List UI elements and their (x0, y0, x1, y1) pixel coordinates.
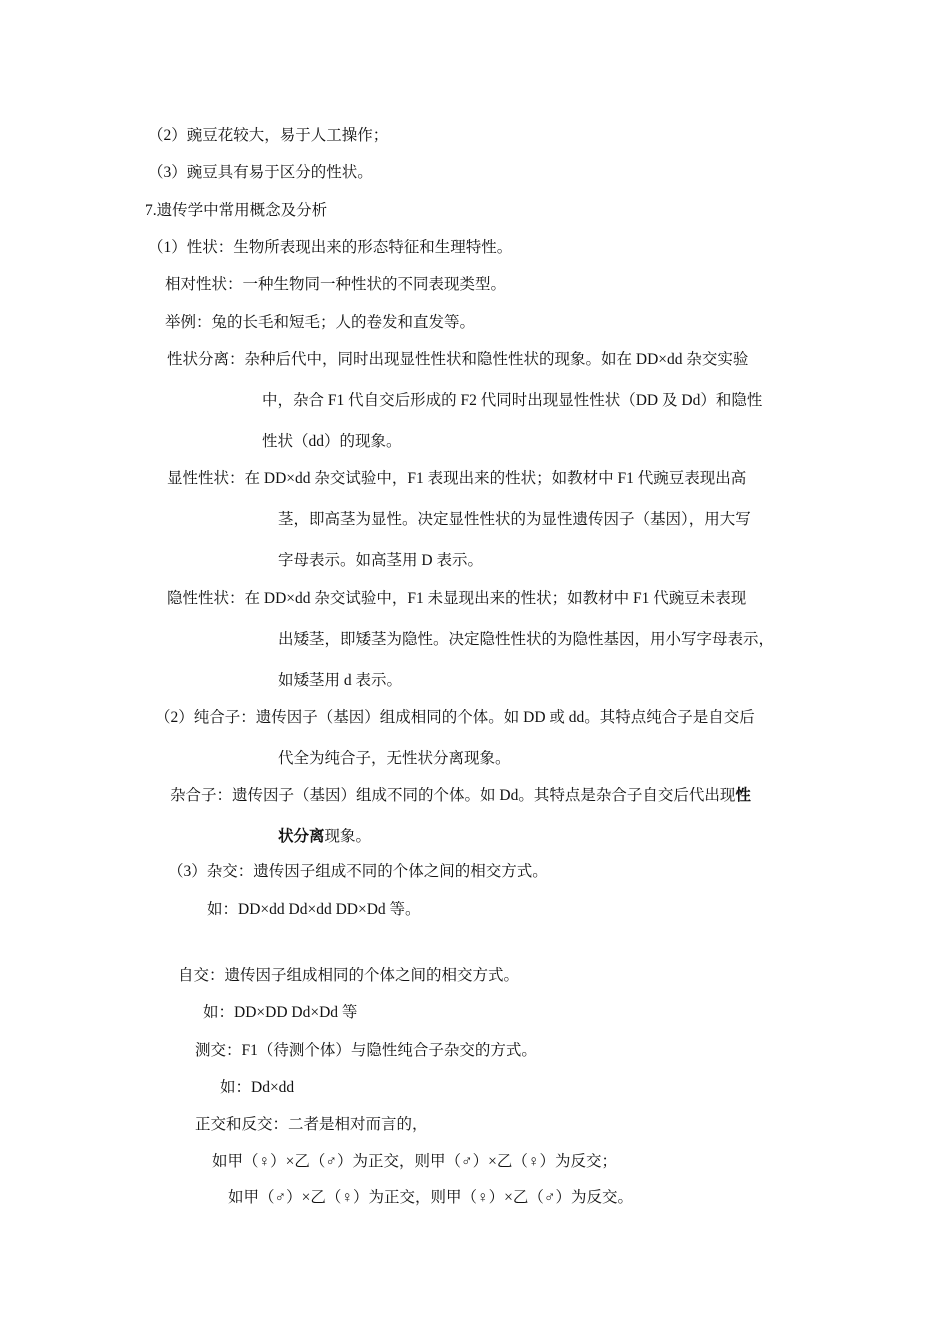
text-line: 性状（dd）的现象。 (262, 433, 402, 450)
text-line: 中，杂合 F1 代自交后形成的 F2 代同时出现显性性状（DD 及 Dd）和隐性 (262, 392, 763, 409)
text-line: 代全为纯合子，无性状分离现象。 (278, 750, 511, 767)
bold-text: 状分离 (278, 828, 325, 845)
text-line: 正交和反交：二者是相对而言的， (195, 1116, 428, 1133)
text-line (278, 827, 371, 847)
text-line: 自交：遗传因子组成相同的个体之间的相交方式。 (178, 967, 520, 984)
text-line: 隐性性状：在 DD×dd 杂交试验中，F1 未显现出来的性状；如教材中 F1 代豌豆未表现 (167, 590, 747, 607)
text-line: 举例：兔的长毛和短毛；人的卷发和直发等。 (165, 314, 476, 331)
text-line: 测交：F1（待测个体）与隐性纯合子杂交的方式。 (195, 1042, 537, 1059)
text-line: 出矮茎，即矮茎为隐性。决定隐性性状的为隐性基因，用小写字母表示， (278, 631, 775, 648)
text-line: （2）纯合子：遗传因子（基因）组成相同的个体。如 DD 或 dd。其特点纯合子是自交后 (155, 709, 755, 726)
text-line: 茎，即高茎为显性。决定显性性状的为显性遗传因子（基因），用大写 (278, 511, 751, 528)
text-run: 杂合子：遗传因子（基因）组成不同的个体。如 Dd。其特点是杂合子自交后代出现 (170, 787, 736, 804)
text-line: （1）性状：生物所表现出来的形态特征和生理特性。 (148, 239, 513, 256)
text-line: 相对性状：一种生物同一种性状的不同表现类型。 (165, 276, 507, 293)
text-line: 显性性状：在 DD×dd 杂交试验中，F1 表现出来的性状；如教材中 F1 代豌豆表现出高 (167, 470, 747, 487)
text-line: 性状分离：杂种后代中，同时出现显性性状和隐性性状的现象。如在 DD×dd 杂交实验 (167, 351, 749, 368)
text-line: （3）杂交：遗传因子组成不同的个体之间的相交方式。 (168, 863, 548, 880)
text-line: （3）豌豆具有易于区分的性状。 (148, 164, 373, 181)
text-line: 如甲（♂）×乙（♀）为正交，则甲（♀）×乙（♂）为反交。 (228, 1189, 633, 1206)
text-line (170, 786, 751, 806)
text-line: 如甲（♀）×乙（♂）为正交，则甲（♂）×乙（♀）为反交； (212, 1153, 617, 1170)
text-run: 现象。 (324, 828, 372, 845)
text-line: 字母表示。如高茎用 D 表示。 (278, 552, 483, 569)
text-line: 如：DD×dd Dd×dd DD×Dd 等。 (207, 901, 421, 918)
bold-text: 性 (735, 787, 751, 804)
text-line: 如：DD×DD Dd×Dd 等 (203, 1004, 358, 1021)
section-heading: 7.遗传学中常用概念及分析 (145, 202, 328, 219)
text-line: 如矮茎用 d 表示。 (278, 672, 403, 689)
text-line: （2）豌豆花较大，易于人工操作； (148, 127, 389, 144)
text-line: 如：Dd×dd (220, 1079, 295, 1096)
